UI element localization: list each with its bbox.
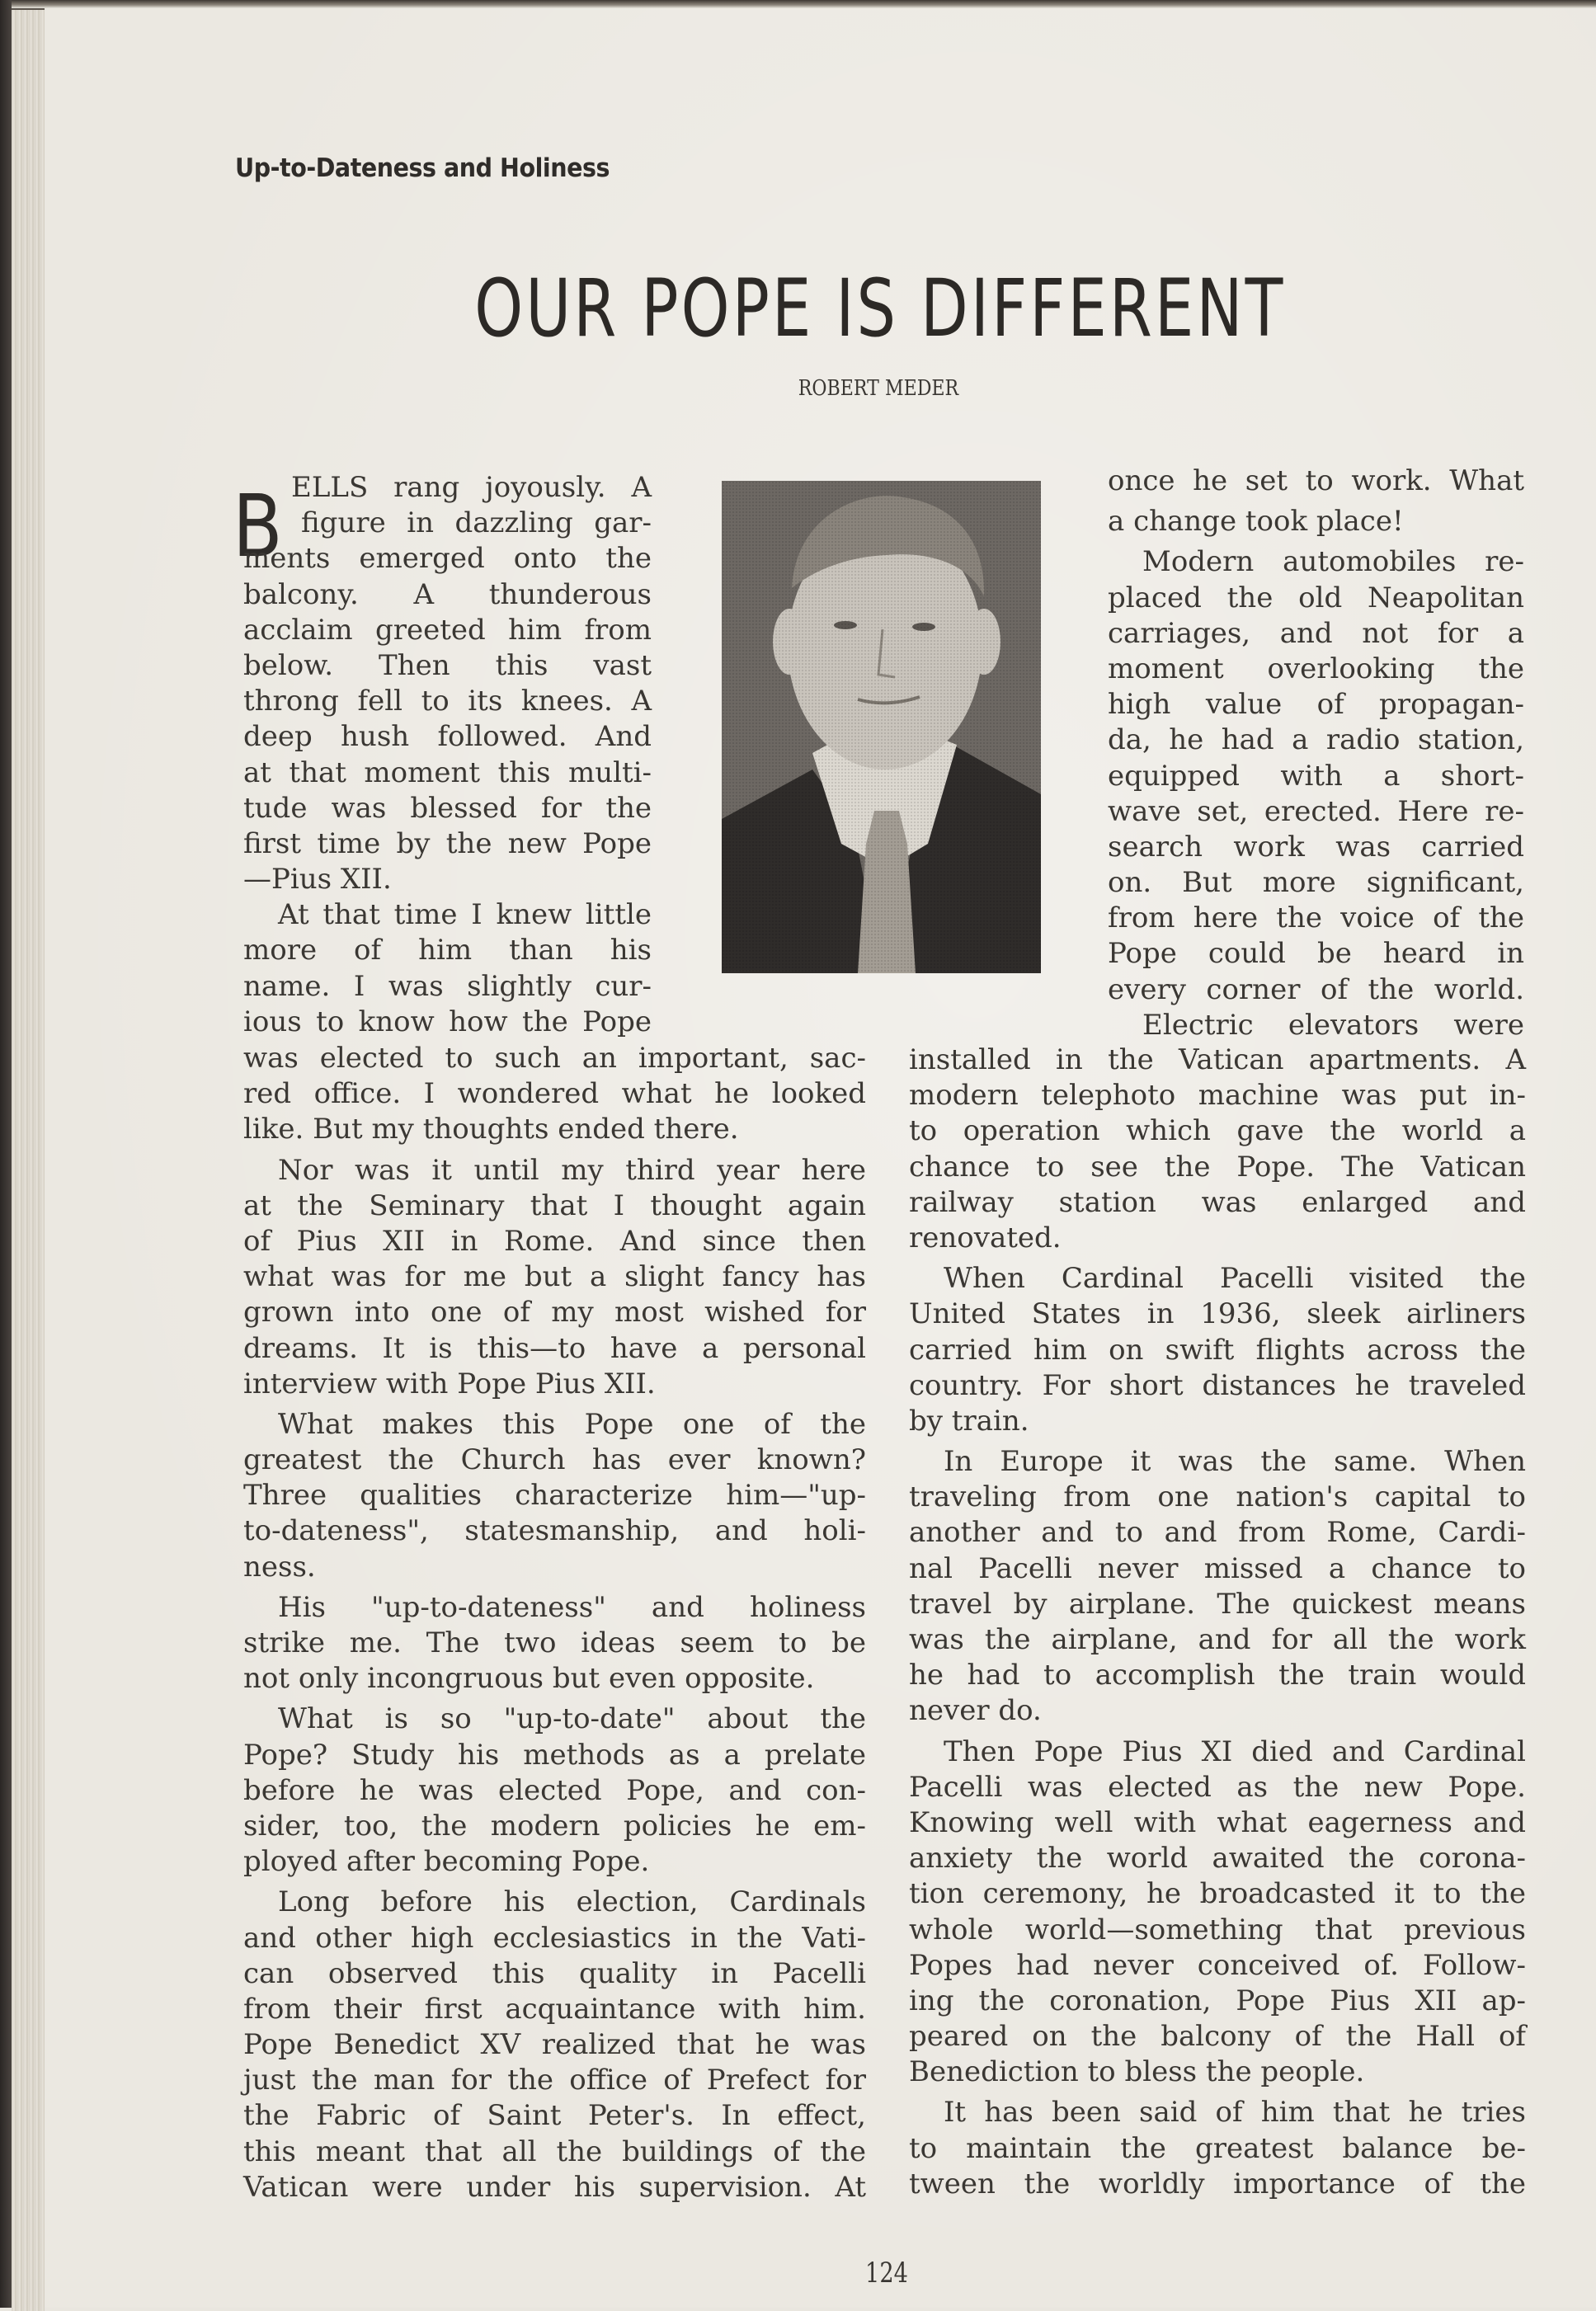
- text-line: installed in the Vatican apartments. A: [909, 1043, 1526, 1076]
- text-line: What makes this Pope one of the: [278, 1407, 866, 1441]
- text-line: moment overlooking the: [1108, 652, 1524, 685]
- text-line: Three qualities characterize him—"up-: [243, 1479, 866, 1513]
- text-line: Electric elevators were: [1142, 1008, 1524, 1042]
- book-spine: [0, 0, 12, 2308]
- text-line: da, he had a radio station,: [1108, 723, 1524, 757]
- left-column-top: [243, 470, 652, 1040]
- text-line: at that moment this multi-: [243, 755, 652, 789]
- text-line: nal Pacelli never missed a chance to: [909, 1551, 1526, 1585]
- text-line: traveling from one nation's capital to: [909, 1480, 1526, 1514]
- text-line: carriages, and not for a: [1108, 616, 1524, 650]
- text-line: equipped with a short-: [1108, 759, 1524, 793]
- text-line: travel by airplane. The quickest means: [909, 1587, 1526, 1621]
- left-column-bottom: [243, 1041, 866, 2205]
- text-line: of Pius XII in Rome. And since then: [243, 1224, 866, 1258]
- text-line: red office. I wondered what he looked: [243, 1077, 866, 1111]
- text-line: Pope? Study his methods as a prelate: [243, 1738, 866, 1772]
- text-line: tween the worldly importance of the: [909, 2167, 1526, 2200]
- text-line: ious to know how the Pope: [243, 1005, 652, 1038]
- text-line: can observed this quality in Pacelli: [243, 1956, 866, 1990]
- text-line: before he was elected Pope, and con-: [243, 1773, 866, 1807]
- text-line: search work was carried: [1108, 830, 1524, 864]
- text-line: to maintain the greatest balance be-: [909, 2131, 1526, 2165]
- text-line: Benediction to bless the people.: [909, 2055, 1365, 2089]
- text-line: At that time I knew little: [278, 898, 652, 932]
- text-line: interview with Pope Pius XII.: [243, 1367, 656, 1400]
- text-line: and other high ecclesiastics in the Vati-: [243, 1921, 866, 1955]
- text-line: high value of propagan-: [1108, 688, 1524, 722]
- text-line: another and to and from Rome, Cardi-: [909, 1516, 1526, 1550]
- text-line: ments emerged onto the: [243, 542, 652, 576]
- text-line: dreams. It is this—to have a personal: [243, 1331, 866, 1365]
- text-line: Pacelli was elected as the new Pope.: [909, 1770, 1526, 1804]
- text-line: Then Pope Pius XI died and Cardinal: [944, 1734, 1526, 1768]
- article-title: OUR POPE IS DIFFERENT: [474, 262, 1286, 355]
- text-line: a change took place!: [1108, 505, 1404, 539]
- text-line: was the airplane, and for all the work: [909, 1623, 1526, 1656]
- text-line: railway station was enlarged and: [909, 1185, 1526, 1219]
- text-line: United States in 1936, sleek airliners: [909, 1297, 1526, 1331]
- text-line: from their first acquaintance with him.: [243, 1992, 866, 2026]
- text-line: he had to accomplish the train would: [909, 1659, 1526, 1692]
- text-line: acclaim greeted him from: [243, 613, 652, 647]
- text-line: on. But more significant,: [1108, 866, 1524, 900]
- text-line: more of him than his: [243, 934, 652, 967]
- text-line: greatest the Church has ever known?: [243, 1443, 866, 1477]
- text-line: never do.: [909, 1694, 1042, 1728]
- text-line: Nor was it until my third year here: [278, 1153, 866, 1187]
- text-line: In Europe it was the same. When: [944, 1445, 1526, 1479]
- text-line: peared on the balcony of the Hall of: [909, 2020, 1526, 2054]
- text-line: His "up-to-dateness" and holiness: [278, 1590, 866, 1624]
- text-line: When Cardinal Pacelli visited the: [944, 1262, 1526, 1296]
- author-byline: ROBERT MEDER: [798, 376, 959, 401]
- right-column-top: [1108, 464, 1524, 1043]
- text-line: throng fell to its knees. A: [243, 685, 652, 718]
- portrait-illustration: [722, 481, 1041, 973]
- text-line: carried him on swift flights across the: [909, 1333, 1526, 1367]
- text-line: anxiety the world awaited the corona-: [909, 1842, 1526, 1876]
- text-line: was elected to such an important, sac-: [243, 1042, 866, 1075]
- drop-cap: B: [233, 476, 283, 577]
- text-line: chance to see the Pope. The Vatican: [909, 1150, 1526, 1184]
- text-line: grown into one of my most wished for: [243, 1296, 866, 1330]
- right-column-bottom: [909, 1043, 1526, 2202]
- text-line: figure in dazzling gar-: [301, 506, 652, 540]
- book-top-edge: [12, 0, 1596, 8]
- text-line: sider, too, the modern policies he em-: [243, 1809, 866, 1843]
- text-line: from here the voice of the: [1108, 901, 1524, 935]
- text-line: once he set to work. What: [1108, 464, 1524, 497]
- text-line: the Fabric of Saint Peter's. In effect,: [243, 2099, 866, 2133]
- text-line: just the man for the office of Prefect for: [243, 2064, 866, 2097]
- text-line: by train.: [909, 1404, 1029, 1438]
- text-line: not only incongruous but even opposite.: [243, 1662, 815, 1696]
- page-number: 124: [865, 2257, 908, 2290]
- section-heading: Up-to-Dateness and Holiness: [235, 153, 610, 183]
- text-line: strike me. The two ideas seem to be: [243, 1626, 866, 1659]
- text-line: ness.: [243, 1550, 316, 1584]
- text-line: ELLS rang joyously. A: [291, 471, 652, 504]
- text-line: Pope Benedict XV realized that he was: [243, 2028, 866, 2062]
- text-line: this meant that all the buildings of the: [243, 2134, 866, 2168]
- text-line: at the Seminary that I thought again: [243, 1188, 866, 1222]
- text-line: to-dateness", statesmanship, and holi-: [243, 1514, 866, 1548]
- text-line: renovated.: [909, 1221, 1062, 1254]
- text-line: Knowing well with what eagerness and: [909, 1805, 1526, 1839]
- text-line: deep hush followed. And: [243, 720, 652, 754]
- text-line: below. Then this vast: [243, 648, 652, 682]
- text-line: Pope could be heard in: [1108, 937, 1524, 971]
- text-line: country. For short distances he traveled: [909, 1368, 1526, 1402]
- text-line: —Pius XII.: [243, 863, 392, 897]
- text-line: every corner of the world.: [1108, 972, 1524, 1006]
- text-line: What is so "up-to-date" about the: [278, 1702, 866, 1736]
- text-line: ing the coronation, Pope Pius XII ap-: [909, 1984, 1526, 2017]
- text-line: Long before his election, Cardinals: [278, 1885, 866, 1919]
- text-line: balcony. A thunderous: [243, 577, 652, 611]
- text-line: to operation which gave the world a: [909, 1114, 1526, 1148]
- text-line: modern telephoto machine was put in-: [909, 1079, 1526, 1113]
- text-line: It has been said of him that he tries: [944, 2096, 1526, 2130]
- text-line: name. I was slightly cur-: [243, 969, 652, 1003]
- text-line: wave set, erected. Here re-: [1108, 794, 1524, 828]
- text-line: Popes had never conceived of. Follow-: [909, 1948, 1526, 1982]
- text-line: placed the old Neapolitan: [1108, 581, 1524, 614]
- text-line: Vatican were under his supervision. At: [243, 2170, 866, 2204]
- text-line: whole world—something that previous: [909, 1913, 1526, 1946]
- page-edges: [12, 7, 45, 2311]
- text-line: tion ceremony, he broadcasted it to the: [909, 1877, 1526, 1911]
- text-line: Modern automobiles re-: [1142, 545, 1524, 579]
- author-portrait-photo: [722, 481, 1041, 973]
- text-line: tude was blessed for the: [243, 791, 652, 825]
- text-line: ployed after becoming Pope.: [243, 1845, 650, 1879]
- text-line: what was for me but a slight fancy has: [243, 1260, 866, 1294]
- text-line: first time by the new Pope: [243, 826, 652, 860]
- text-line: like. But my thoughts ended there.: [243, 1113, 739, 1146]
